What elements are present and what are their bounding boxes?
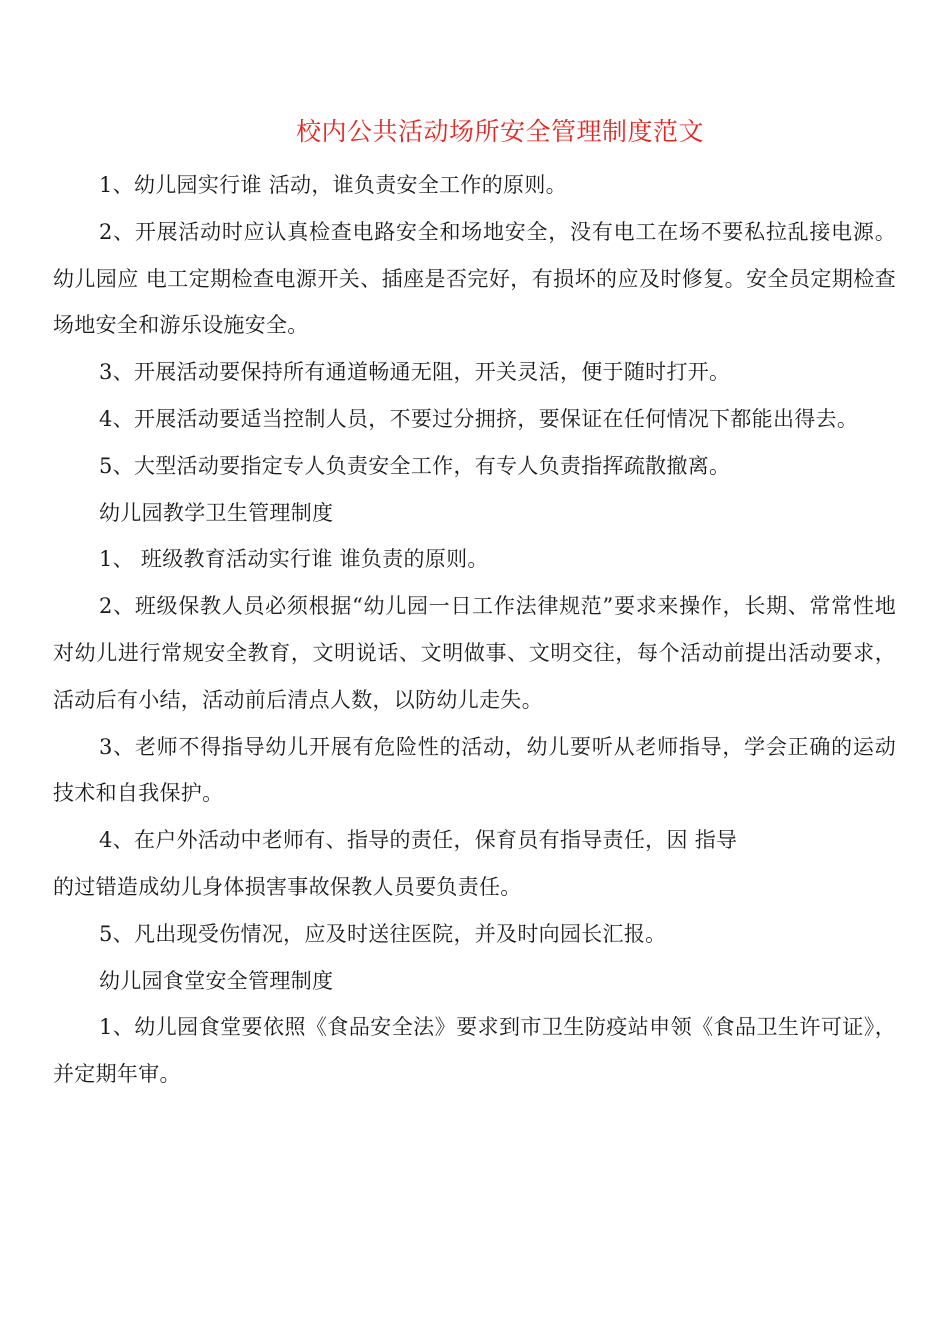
paragraph-continuation: 的过错造成幼儿身体损害事故保教人员要负责任。 bbox=[53, 874, 522, 899]
paragraph: 1、幼儿园实行谁 活动，谁负责安全工作的原则。 bbox=[99, 173, 567, 197]
paragraph: 1、幼儿园食堂要依照《食品安全法》要求到市卫生防疫站申领《食品卫生许可证》，并定期年审。 bbox=[53, 1015, 896, 1087]
paragraph: 5、凡出现受伤情况，应及时送往医院，并及时向园长汇报。 bbox=[99, 921, 667, 946]
paragraph: 5、大型活动要指定专人负责安全工作，有专人负责指挥疏散撤离。 bbox=[99, 453, 731, 478]
paragraph: 3、老师不得指导幼儿开展有危险性的活动，幼儿要听从老师指导，学会正确的运动技术和自我保护。 bbox=[53, 734, 896, 806]
document-body bbox=[53, 162, 896, 1098]
document-title: 校内公共活动场所安全管理制度范文 bbox=[295, 117, 704, 146]
section-heading: 幼儿园教学卫生管理制度 bbox=[99, 500, 334, 525]
paragraph: 2、开展活动时应认真检查电路安全和场地安全，没有电工在场不要私拉乱接电源。幼儿园应 电工定期检查电源开关、插座是否完好，有损坏的应及时修复。安全员定期检查场地安全和游乐设施安全。 bbox=[53, 219, 896, 338]
paragraph: 4、在户外活动中老师有、指导的责任，保育员有指导责任，因 指导 bbox=[99, 828, 738, 853]
section-heading: 幼儿园食堂安全管理制度 bbox=[99, 968, 334, 993]
paragraph: 4、开展活动要适当控制人员，不要过分拥挤，要保证在任何情况下都能出得去。 bbox=[99, 406, 859, 431]
paragraph: 3、开展活动要保持所有通道畅通无阻，开关灵活，便于随时打开。 bbox=[99, 360, 731, 385]
paragraph: 1、 班级教育活动实行谁 谁负责的原则。 bbox=[99, 547, 489, 572]
paragraph: 2、班级保教人员必须根据“幼儿园一日工作法律规范”要求来操作，长期、常常性地对幼儿进行常规安全教育，文明说话、文明做事、文明交往，每个活动前提出活动要求，活动后有小结，活动前后清点人数，以防幼儿走失。 bbox=[53, 594, 896, 712]
